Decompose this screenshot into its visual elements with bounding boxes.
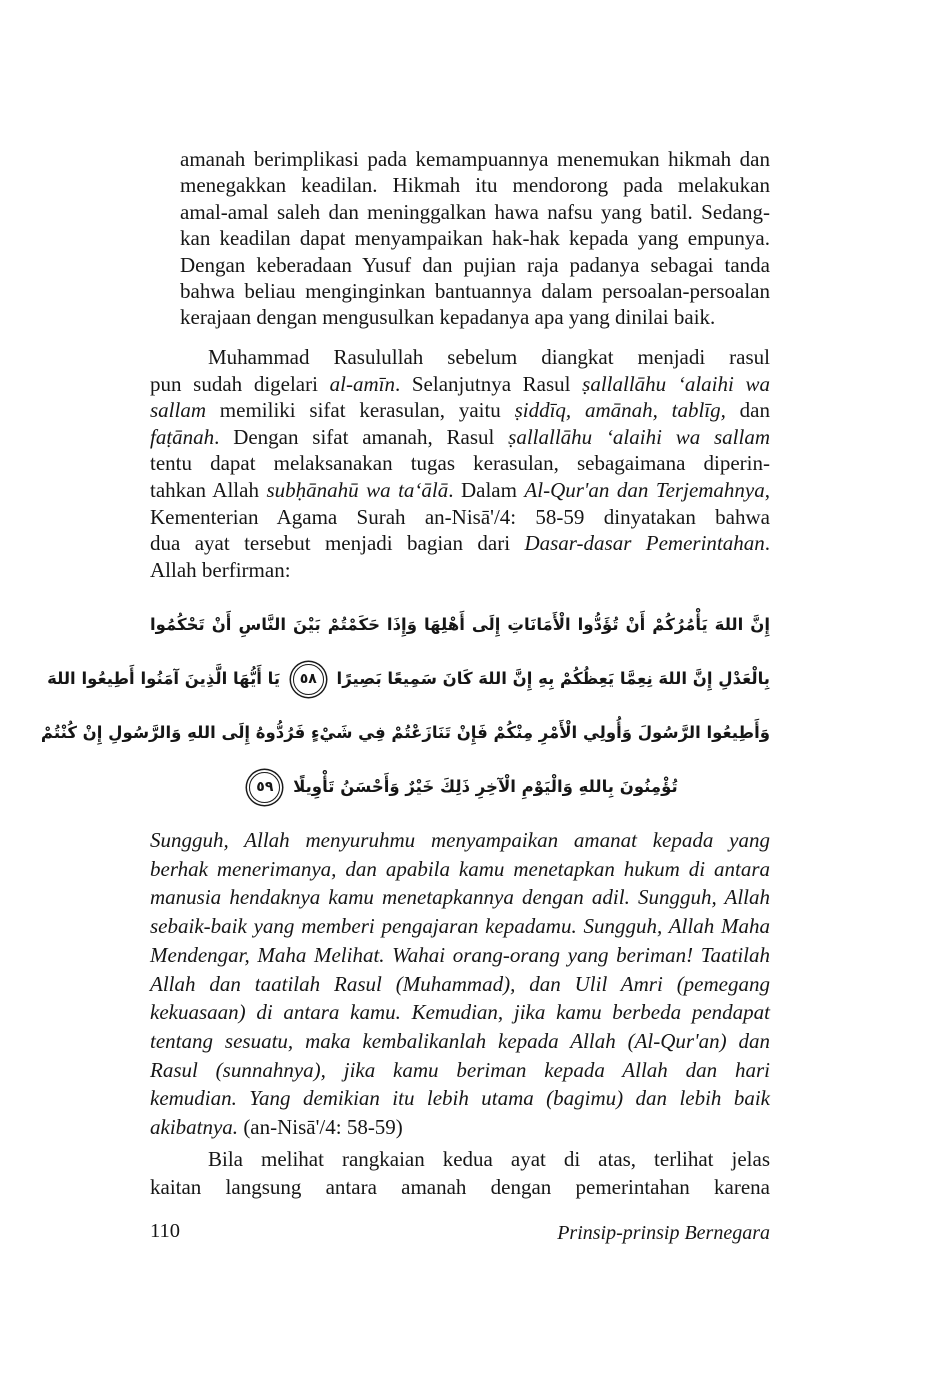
text-line	[150, 530, 770, 557]
text-segment: subḥānahū wa ta‘ālā	[266, 477, 449, 502]
text-line	[150, 1056, 770, 1085]
text-segment: Dengan keberadaan Yusuf dan pujian raja padanya sebagai tanda	[180, 252, 770, 277]
text-line	[150, 1146, 770, 1174]
text-line	[150, 344, 770, 371]
text-line	[150, 998, 770, 1027]
text-segment: memiliki sifat kerasulan, yaitu	[206, 398, 515, 423]
text-line	[40, 706, 770, 760]
text-segment: .	[764, 531, 771, 556]
paragraph-amanah-implication	[180, 146, 770, 331]
text-segment: amanah berimplikasi pada kemampuannya menemukan hikmah dan	[180, 147, 770, 171]
text-line	[180, 146, 770, 172]
text-line	[150, 424, 770, 451]
text-line	[150, 1027, 770, 1056]
text-segment: إِنَّ اللهَ يَأْمُرُكُمْ أَنْ تُؤَدُّوا الْأَمَانَاتِ إِلَى أَهْلِهَا وَإِذَا حَكَمْتُمْ بَيْنَ النَّاسِ أَنْ تَحْكُمُوا	[150, 615, 770, 634]
text-segment: وَأَطِيعُوا الرَّسُولَ وَأُولِي الْأَمْرِ مِنْكُمْ فَإِنْ تَنَازَعْتُمْ فِي شَيْءٍ فَرُدُّوهُ إِلَى اللهِ وَالرَّسُولِ إِنْ كُنْتُمْ	[40, 723, 770, 742]
text-line	[180, 225, 770, 251]
text-line	[150, 598, 770, 652]
text-segment: Allah berfirman:	[150, 557, 291, 582]
text-segment: Sungguh, Allah menyuruhmu menyampaikan amanat kepada yang	[150, 828, 770, 852]
text-segment: Rasul (sunnahnya), jika kamu beriman kepada Allah dan hari	[150, 1057, 770, 1082]
text-segment: bahwa beliau menginginkan bantuannya dalam persoalan-persoalan	[180, 279, 770, 304]
text-segment: sallam	[150, 398, 207, 423]
page-number: 110	[150, 1220, 180, 1242]
text-segment: ṣiddīq, amānah, tablīg,	[514, 398, 726, 423]
ayah-number-marker: ٥٩	[249, 772, 280, 803]
text-line	[150, 1084, 770, 1113]
text-segment: Dasar-dasar Pemerintahan	[524, 531, 765, 556]
text-line	[150, 912, 770, 941]
text-segment: faṭānah	[150, 424, 215, 449]
text-segment: tentu dapat melaksanakan tugas kerasulan, sebagaimana diperin-	[150, 451, 770, 476]
paragraph-muhammad-rasulullah	[150, 344, 770, 583]
text-segment: manusia hendaknya kamu menetapkannya dengan adil. Sungguh, Allah	[150, 885, 770, 910]
text-segment: . Dengan sifat amanah, Rasul	[214, 424, 509, 449]
text-line	[180, 278, 770, 304]
text-line	[180, 172, 770, 198]
text-segment: tahkan Allah	[150, 477, 267, 502]
text-line	[150, 557, 770, 584]
text-segment: Mendengar, Maha Melihat. Wahai orang-orang yang beriman! Taatilah	[150, 942, 770, 967]
text-segment: تُؤْمِنُونَ بِاللهِ وَالْيَوْمِ الْآخِرِ ذَلِكَ خَيْرٌ وَأَحْسَنُ تَأْوِيلًا	[287, 777, 678, 796]
quran-verse-translation	[150, 826, 770, 1142]
text-line	[150, 855, 770, 884]
text-segment: (an-Nisā'/4: 58-59)	[243, 1115, 403, 1140]
text-line	[180, 304, 770, 330]
text-segment: al-amīn	[329, 371, 395, 396]
text-line	[150, 970, 770, 999]
text-line	[180, 199, 770, 225]
text-line	[150, 760, 770, 814]
text-segment: kemudian. Yang demikian itu lebih utama (bagimu) dan lebih baik	[150, 1086, 770, 1111]
running-title: Prinsip-prinsip Bernegara	[557, 1222, 770, 1244]
text-line	[150, 883, 770, 912]
text-segment: ṣallallāhu ‘alaihi wa sallam	[508, 424, 771, 449]
text-segment: dua ayat tersebut menjadi bagian dari	[150, 531, 525, 556]
quran-verse-arabic	[40, 598, 770, 814]
text-line	[150, 371, 770, 398]
text-segment: amal-amal saleh dan meninggalkan hawa nafsu yang batil. Sedang-	[180, 199, 770, 224]
text-segment: . Dalam	[448, 477, 525, 502]
text-segment: dan	[725, 398, 770, 423]
text-segment: sebaik-baik yang memberi pengajaran kepadamu. Sungguh, Allah Maha	[150, 914, 770, 939]
text-segment: يَا أَيُّهَا الَّذِينَ آمَنُوا أَطِيعُوا اللهَ	[47, 669, 286, 688]
text-line	[150, 504, 770, 531]
text-segment: بِالْعَدْلِ إِنَّ اللهَ نِعِمَّا يَعِظُكُمْ بِهِ إِنَّ اللهَ كَانَ سَمِيعًا بَصِيرًا	[330, 669, 770, 688]
paragraph-closing	[150, 1146, 770, 1201]
text-line	[150, 450, 770, 477]
text-segment: pun sudah digelari	[150, 371, 330, 396]
text-segment: tentang sesuatu, maka kembalikanlah kepada Allah (Al-Qur'an) dan	[150, 1028, 770, 1053]
text-segment: Muhammad Rasulullah sebelum diangkat menjadi rasul	[208, 345, 770, 369]
text-line	[150, 477, 770, 504]
text-segment: . Selanjutnya Rasul	[394, 371, 583, 396]
text-line	[150, 397, 770, 424]
text-line	[150, 826, 770, 855]
text-segment: kan keadilan dapat menyampaikan hak-hak kepada yang empunya.	[180, 226, 770, 251]
text-segment: ṣallallāhu ‘alaihi wa	[582, 371, 771, 396]
text-segment: kekuasaan) di antara kamu. Kemudian, jika kamu berbeda pendapat	[150, 1000, 770, 1025]
text-segment: menegakkan keadilan. Hikmah itu mendorong pada melakukan	[180, 173, 770, 198]
text-segment: ,	[764, 477, 770, 502]
text-segment: Bila melihat rangkaian kedua ayat di atas, terlihat jelas	[208, 1147, 770, 1171]
text-line	[180, 252, 770, 278]
text-segment: akibatnya.	[150, 1115, 244, 1140]
text-line	[47, 652, 770, 706]
text-segment: kaitan langsung antara amanah dengan pemerintahan karena	[150, 1174, 770, 1199]
text-line	[150, 1174, 770, 1202]
text-segment: Kementerian Agama Surah an-Nisā'/4: 58-59 dinyatakan bahwa	[150, 504, 770, 529]
text-line	[150, 941, 770, 970]
text-segment: Allah dan taatilah Rasul (Muhammad), dan Ulil Amri (pemegang	[150, 971, 770, 996]
text-segment: kerajaan dengan mengusulkan kepadanya apa yang dinilai baik.	[180, 305, 716, 330]
ayah-number-marker: ٥٨	[293, 664, 324, 695]
text-segment: berhak menerimanya, dan apabila kamu menetapkan hukum di antara	[150, 856, 770, 881]
text-segment: Al-Qur'an dan Terjemahnya	[524, 477, 765, 502]
text-line	[150, 1113, 770, 1142]
